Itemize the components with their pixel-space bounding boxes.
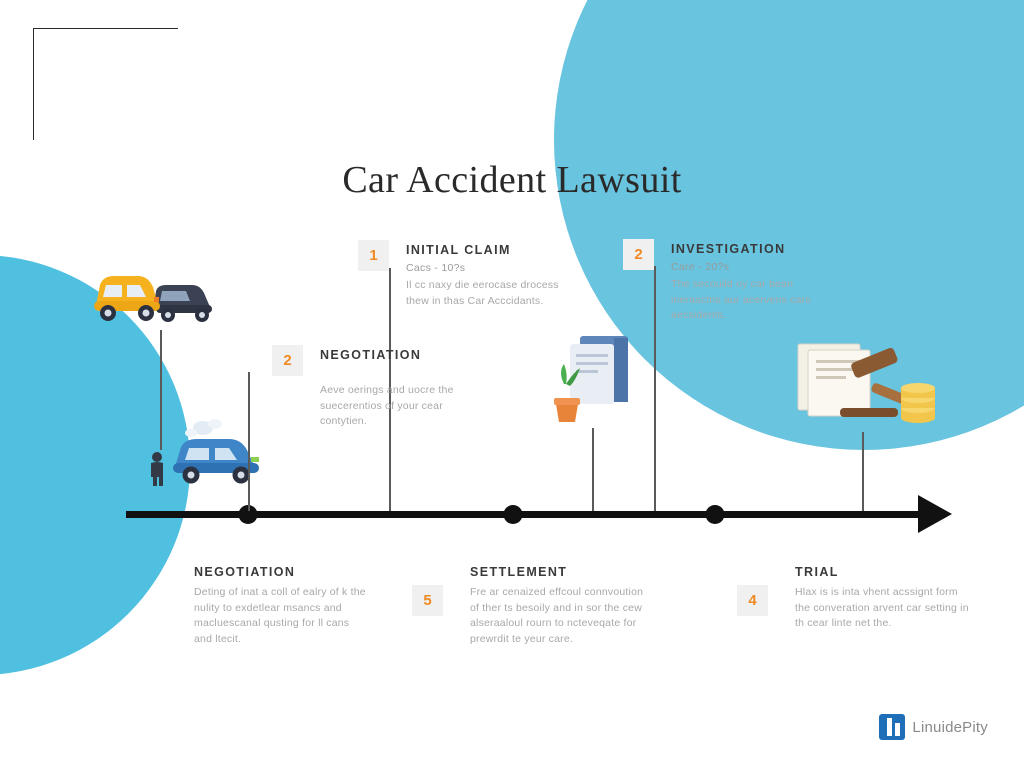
- brand-logo[interactable]: [879, 714, 988, 740]
- step-body-negotiation-lower: Deting of inat a coll of ealry of k the nulity to exdetlear msancs and macluescanal qusting for ll cans and ltecit.: [194, 586, 366, 645]
- step-heading-negotiation-upper: NEGOTIATION: [320, 348, 422, 362]
- step-heading-negotiation-lower: NEGOTIATION: [194, 565, 296, 579]
- connector-stem-documents: [592, 428, 594, 511]
- connector-stem-negotiation-upper: [248, 372, 250, 511]
- step-heading-initial-claim: INITIAL CLAIM: [406, 243, 511, 257]
- timeline-node-2[interactable]: [504, 505, 523, 524]
- step-body-investigation: The secouild oy car bean inerasctns aur acervens cars aecsidents.: [671, 278, 811, 321]
- corner-rule-horizontal: [33, 28, 178, 29]
- connector-stem-gavel: [862, 432, 864, 511]
- corner-rule-vertical: [33, 28, 34, 140]
- step-body-negotiation-upper: Aeve oerings and uocre the suecerentios of your cear contytien.: [320, 384, 454, 427]
- connector-stem-investigation: [654, 266, 656, 511]
- connector-stem-collision: [160, 330, 162, 450]
- step-subtitle-investigation: Care - 20?s: [671, 261, 730, 273]
- documents-and-plant-illustration: [548, 332, 658, 428]
- step-heading-investigation: INVESTIGATION: [671, 242, 786, 256]
- damaged-blue-car-illustration: [145, 415, 285, 495]
- timeline-arrow-head: [918, 495, 952, 533]
- step-body-settlement: Fre ar cenaized effcoul connvoution of ther ts besoily and in sor the cew alseraaloul rourn to ncteveqate for prewrdit te yeur care.: [470, 586, 644, 645]
- step-heading-trial: TRIAL: [795, 565, 839, 579]
- step-body-initial-claim: Il cc naxy die eerocase drocess thew in thas Car Acccidants.: [406, 279, 559, 307]
- brand-logo-text: LinuidePity: [912, 718, 988, 736]
- step-body-trial: Hlax is is inta vhent acssignt form the converation arvent car setting in th cear linte net the.: [795, 586, 969, 629]
- step-badge-negotiation-upper: 2: [272, 345, 303, 376]
- step-subtitle-initial-claim: Cacs - 10?s: [406, 262, 466, 274]
- gavel-documents-coins-illustration: [788, 338, 943, 433]
- step-badge-trial: 4: [737, 585, 768, 616]
- step-badge-investigation: 2: [623, 239, 654, 270]
- page-title: Car Accident Lawsuit: [342, 159, 682, 201]
- step-badge-initial-claim: 1: [358, 240, 389, 271]
- step-badge-settlement: 5: [412, 585, 443, 616]
- timeline-node-3[interactable]: [706, 505, 725, 524]
- brand-logo-mark-icon: [879, 714, 905, 740]
- rear-end-collision-cars-illustration: [82, 245, 232, 335]
- step-heading-settlement: SETTLEMENT: [470, 565, 568, 579]
